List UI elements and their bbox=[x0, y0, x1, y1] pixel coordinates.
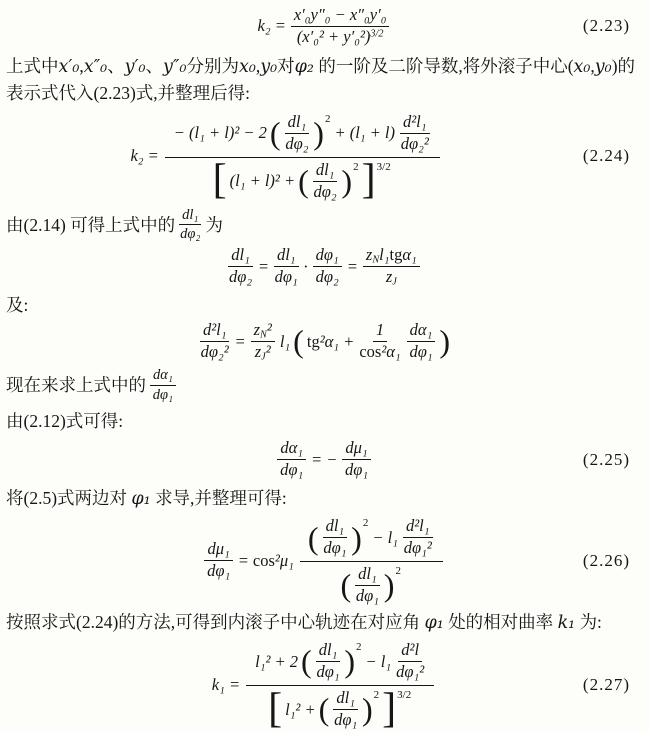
equation-2-27 bbox=[6, 639, 642, 730]
fraction bbox=[313, 246, 342, 287]
fraction-numerator: dl₁ bbox=[228, 246, 253, 267]
right-paren: ) bbox=[439, 323, 451, 360]
exponent: 2 bbox=[356, 641, 362, 654]
paragraph-from-2-14 bbox=[6, 207, 642, 243]
right-paren: ) bbox=[341, 163, 353, 200]
fraction-numerator: dl₁ bbox=[285, 113, 310, 134]
paragraph-derivative-note: 上式中x′₀,x″₀、y′₀、y″₀分别为x₀,y₀对φ₂ 的一阶及二阶导数,将外滚子中心(x₀,y₀)的表示式代入(2.23)式,并整理后得: bbox=[6, 55, 636, 103]
right-bracket: ] bbox=[382, 685, 397, 732]
equals-sign: = bbox=[234, 331, 246, 351]
right-paren: ) bbox=[313, 115, 324, 152]
fraction-denominator: dφ₁ bbox=[207, 561, 231, 581]
equation-chain-rule bbox=[6, 246, 642, 287]
fraction bbox=[291, 6, 390, 47]
left-paren: ( bbox=[307, 519, 319, 556]
fraction-numerator: dμ₁ bbox=[342, 439, 370, 460]
paragraph-from-2-12: 由(2.12)式可得: bbox=[6, 411, 124, 432]
fraction-numerator: d²l₁ bbox=[200, 321, 230, 342]
paragraph-and: 及: bbox=[6, 295, 29, 316]
fraction bbox=[150, 367, 176, 403]
equals-sign: = bbox=[346, 256, 358, 276]
big-fraction-numerator bbox=[300, 515, 443, 562]
equation-number: (2.25) bbox=[582, 449, 630, 469]
fraction-numerator: $z_N^2$ bbox=[251, 321, 275, 342]
left-paren: ( bbox=[340, 567, 352, 604]
fraction-numerator: dα₁ bbox=[277, 439, 306, 460]
fraction bbox=[251, 321, 275, 362]
fraction bbox=[359, 321, 400, 362]
fraction-numerator: 1 bbox=[373, 321, 387, 342]
math-term: l₁² + bbox=[285, 699, 316, 719]
big-fraction bbox=[300, 515, 443, 606]
exponent: 2 bbox=[362, 517, 369, 530]
fraction bbox=[200, 321, 230, 362]
left-bracket: [ bbox=[268, 685, 283, 732]
fraction-denominator: cos²α₁ bbox=[359, 342, 401, 362]
fraction-denominator: dφ₂² bbox=[400, 133, 429, 153]
math-term: − l₁ bbox=[365, 651, 392, 671]
fraction bbox=[274, 246, 299, 287]
equation-number: (2.26) bbox=[582, 550, 630, 570]
big-fraction-numerator bbox=[246, 639, 434, 686]
fraction-denominator: dφ₁ bbox=[280, 460, 304, 480]
fraction-denominator: dφ₁² bbox=[403, 538, 432, 558]
fraction bbox=[228, 246, 253, 287]
fraction bbox=[316, 641, 341, 682]
eq227-lhs: k₁ = bbox=[211, 674, 241, 694]
eq224-body bbox=[128, 111, 443, 202]
fraction-denominator: dφ₁² bbox=[396, 662, 425, 682]
exponent: 2 bbox=[373, 689, 380, 702]
right-paren: ) bbox=[351, 519, 362, 556]
math-term: tg²α₁ + bbox=[306, 331, 355, 351]
fraction-denominator: $(x'_0^2 + y'_0^2)^{3/2}$ bbox=[296, 26, 384, 46]
right-paren: ) bbox=[383, 567, 395, 604]
equation-second-derivative bbox=[6, 321, 642, 362]
exponent: 2 bbox=[395, 565, 401, 578]
fraction-numerator: $z_Nl_1tg\alpha_1$ bbox=[363, 246, 420, 267]
math-term: cos²μ₁ bbox=[252, 550, 294, 570]
left-paren: ( bbox=[298, 163, 309, 200]
fraction-denominator: dφ₁ bbox=[355, 586, 379, 606]
eq223-lhs: k₂ = bbox=[257, 16, 286, 36]
fraction bbox=[403, 517, 433, 558]
fraction-numerator: dl₁ bbox=[323, 517, 348, 538]
equation-number: (2.24) bbox=[582, 146, 630, 166]
equals-minus: = − bbox=[310, 449, 338, 469]
math-term: l₁ bbox=[279, 331, 291, 351]
fraction bbox=[285, 113, 310, 154]
equation-2-24 bbox=[6, 111, 642, 202]
math-term: l₁² + 2 bbox=[255, 651, 299, 671]
text-run: 为 bbox=[205, 214, 223, 235]
big-fraction bbox=[165, 111, 440, 202]
right-paren: ) bbox=[344, 643, 356, 680]
big-fraction-denominator bbox=[267, 686, 413, 730]
big-fraction-denominator bbox=[339, 562, 403, 606]
left-bracket: [ bbox=[212, 157, 227, 204]
equation-2-23 bbox=[6, 6, 642, 47]
equation-2-26 bbox=[6, 515, 642, 606]
left-paren: ( bbox=[301, 643, 312, 680]
math-term: (l₁ + l)² + bbox=[229, 171, 296, 191]
fraction-denominator: $z_J$ bbox=[385, 267, 397, 288]
fraction-numerator: dα₁ bbox=[150, 367, 176, 386]
fraction-numerator: dl₁ bbox=[355, 565, 380, 586]
fraction-numerator: dl₁ bbox=[316, 641, 341, 662]
exponent: 2 bbox=[324, 112, 331, 125]
fraction-denominator: dφ₁ bbox=[152, 386, 174, 403]
fraction bbox=[400, 113, 430, 154]
fraction-numerator: dμ₁ bbox=[204, 540, 232, 561]
fraction-denominator: dφ₂ bbox=[180, 226, 201, 243]
paragraph-now-find bbox=[6, 367, 642, 403]
big-fraction-denominator bbox=[212, 158, 393, 202]
fraction bbox=[396, 641, 424, 682]
exponent: 2 bbox=[353, 160, 359, 173]
equals-sign: = bbox=[237, 550, 249, 570]
fraction-numerator: dl₁ bbox=[179, 207, 201, 226]
left-paren: ( bbox=[318, 691, 330, 728]
eq224-lhs: k₂ = bbox=[130, 146, 159, 166]
fraction-numerator: dα₁ bbox=[407, 321, 436, 342]
big-fraction bbox=[246, 639, 434, 730]
fraction-denominator: dφ₁ bbox=[344, 460, 369, 480]
fraction bbox=[323, 517, 348, 558]
equation-number: (2.27) bbox=[582, 674, 630, 694]
text-run: 现在来求上式中的 bbox=[6, 375, 146, 396]
big-fraction-numerator bbox=[165, 111, 440, 158]
equation-2-25 bbox=[6, 439, 642, 480]
fraction-denominator: dφ₂² bbox=[200, 342, 229, 362]
fraction-denominator: dφ₂ bbox=[228, 267, 253, 287]
right-bracket: ] bbox=[361, 157, 376, 204]
fraction-denominator: dφ₁ bbox=[274, 267, 298, 287]
fraction-denominator: dφ₂ bbox=[313, 181, 337, 201]
fraction-denominator: dφ₂ bbox=[315, 267, 339, 287]
multiply-dot: · bbox=[303, 256, 308, 276]
fraction-numerator: dl₁ bbox=[313, 161, 338, 182]
fraction-numerator: d²l bbox=[398, 641, 422, 662]
fraction bbox=[179, 207, 201, 243]
fraction bbox=[407, 321, 436, 362]
fraction-denominator: $z_J^2$ bbox=[254, 342, 271, 363]
left-paren: ( bbox=[269, 115, 281, 152]
fraction bbox=[313, 161, 338, 202]
math-term: − (l₁ + l)² − 2 bbox=[173, 123, 267, 143]
fraction bbox=[204, 540, 232, 581]
fraction bbox=[355, 565, 380, 606]
fraction-denominator: dφ₁ bbox=[334, 710, 358, 730]
fraction-denominator: dφ₁ bbox=[316, 662, 340, 682]
fraction-numerator: dl₁ bbox=[333, 689, 358, 710]
fraction-denominator: dφ₂ bbox=[285, 133, 309, 153]
exponent: 3/2 bbox=[397, 689, 412, 702]
math-term: − l₁ bbox=[372, 527, 398, 547]
paragraph-derive-2-5: 将(2.5)式两边对 φ₁ 求导,并整理可得: bbox=[6, 488, 287, 510]
left-paren: ( bbox=[293, 323, 304, 360]
fraction bbox=[363, 246, 420, 287]
fraction bbox=[333, 689, 358, 730]
text-run: 由(2.14) 可得上式中的 bbox=[6, 214, 176, 235]
fraction-denominator: dφ₁ bbox=[409, 342, 433, 362]
paragraph-method-2-24: 按照求式(2.24)的方法,可得到内滚子中心轨迹在对应角 φ₁ 处的相对曲率 k₁ 为: bbox=[6, 612, 602, 634]
right-paren: ) bbox=[361, 691, 373, 728]
equation-number: (2.23) bbox=[582, 16, 630, 36]
math-term: + (l₁ + l) bbox=[334, 123, 395, 143]
fraction-numerator: d²l₁ bbox=[403, 517, 433, 538]
fraction bbox=[342, 439, 370, 480]
equals-sign: = bbox=[257, 256, 269, 276]
fraction-numerator: d²l₁ bbox=[400, 113, 430, 134]
fraction-denominator: dφ₁ bbox=[323, 538, 347, 558]
fraction bbox=[277, 439, 306, 480]
fraction-numerator: dφ₁ bbox=[313, 246, 342, 267]
fraction-numerator: dl₁ bbox=[274, 246, 299, 267]
fraction-numerator: x′₀y″₀ − x″₀y′₀ bbox=[291, 6, 390, 27]
exponent: 3/2 bbox=[376, 160, 391, 173]
